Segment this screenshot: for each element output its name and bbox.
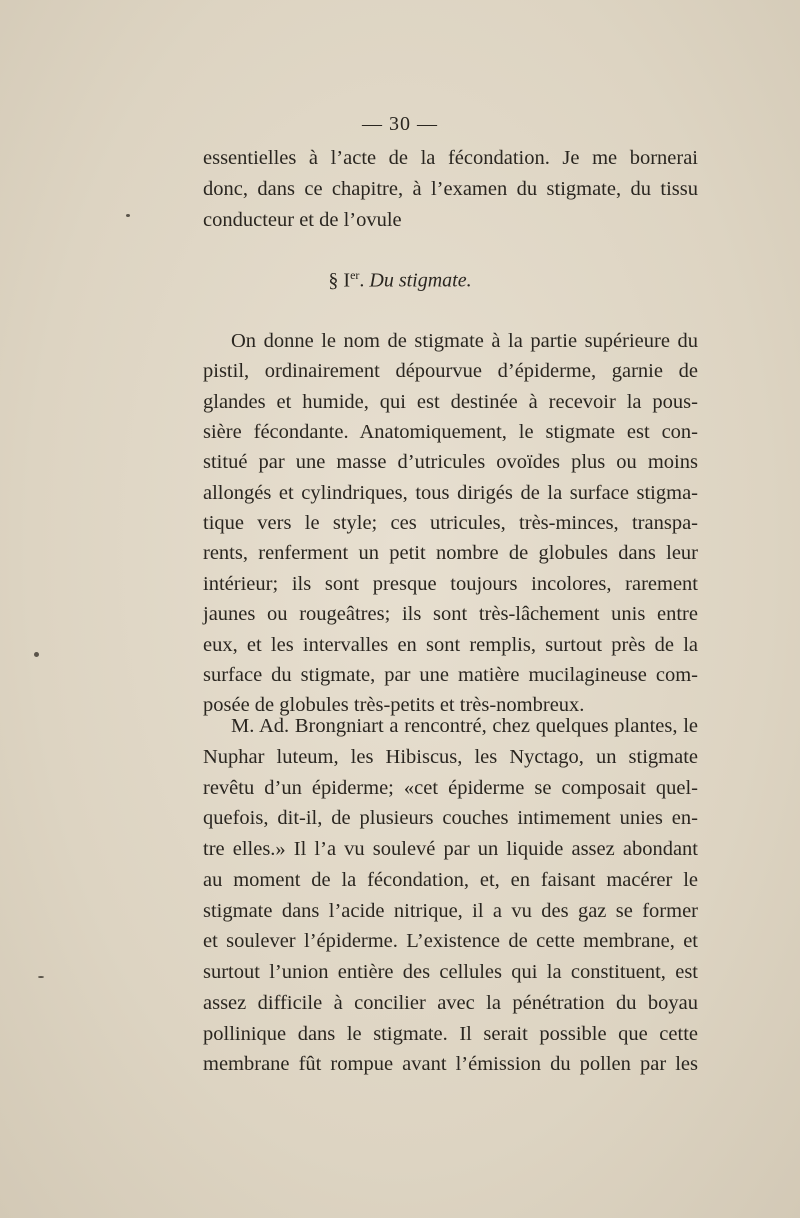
page-speck: [38, 976, 44, 978]
text-line: tre elles.» Il l’a vu soulevé par un liquide assez abondant: [203, 838, 698, 860]
text-line: allongés et cylindriques, tous dirigés de la surface stigma-: [203, 481, 698, 504]
text-line: M. Ad. Brongniart a rencontré, chez quelques plantes, le: [231, 715, 698, 737]
text-line: quefois, dit-il, de plusieurs couches intimement unies en-: [203, 807, 698, 830]
text-line: rents, renferment un petit nombre de globules dans leur: [203, 542, 698, 565]
text-line: assez difficile à concilier avec la pénétration du boyau: [203, 991, 698, 1014]
text-line: et soulever l’épiderme. L’existence de cette membrane, et: [203, 930, 698, 953]
section-number-sup: er: [350, 268, 360, 282]
text-line: stigmate dans l’acide nitrique, il a vu des gaz se former: [203, 899, 698, 922]
page-number: — 30 —: [362, 113, 438, 135]
page-speck: [126, 214, 130, 217]
text-line: au moment de la fécondation, et, en faisant macérer le: [203, 868, 698, 891]
text-line: jaunes ou rougeâtres; ils sont très-lâchement unis entre: [203, 603, 698, 626]
text-line: revêtu d’un épiderme; «cet épiderme se composait quel-: [203, 776, 698, 799]
text-line: eux, et les intervalles en sont remplis, surtout près de la: [203, 633, 698, 656]
section-number: § I: [328, 269, 351, 292]
text-line: membrane fût rompue avant l’émission du pollen par les: [203, 1053, 698, 1076]
page-speck: [34, 652, 39, 657]
text-line: stitué par une masse d’utricules ovoïdes plus ou moins: [203, 451, 698, 474]
text-line: pollinique dans le stigmate. Il serait possible que cette: [203, 1022, 698, 1045]
text-line: pistil, ordinairement dépourvue d’épiderme, garnie de: [203, 360, 698, 383]
text-line: On donne le nom de stigmate à la partie supérieure du: [231, 330, 698, 352]
text-line: donc, dans ce chapitre, à l’examen du stigmate, du tissu: [203, 178, 698, 200]
text-line: conducteur et de l’ovule: [203, 209, 402, 231]
text-line: posée de globules très-petits et très-nombreux.: [203, 694, 585, 717]
text-line: sière fécondante. Anatomiquement, le stigmate est con-: [203, 421, 698, 444]
text-line: tique vers le style; ces utricules, très-minces, transpa-: [203, 512, 698, 535]
text-line: intérieur; ils sont presque toujours incolores, rarement: [203, 572, 698, 595]
text-line: surface du stigmate, par une matière mucilagineuse com-: [203, 663, 698, 686]
text-line: Nuphar luteum, les Hibiscus, les Nyctago, un stigmate: [203, 745, 698, 768]
text-line: essentielles à l’acte de la fécondation. Je me bornerai: [203, 147, 698, 169]
section-heading: § Ier. Du stigmate.: [328, 268, 472, 292]
text-line: surtout l’union entière des cellules qui la constituent, est: [203, 961, 698, 983]
text-line: glandes et humide, qui est destinée à recevoir la pous-: [203, 390, 698, 413]
section-title: Du stigmate.: [369, 269, 472, 292]
